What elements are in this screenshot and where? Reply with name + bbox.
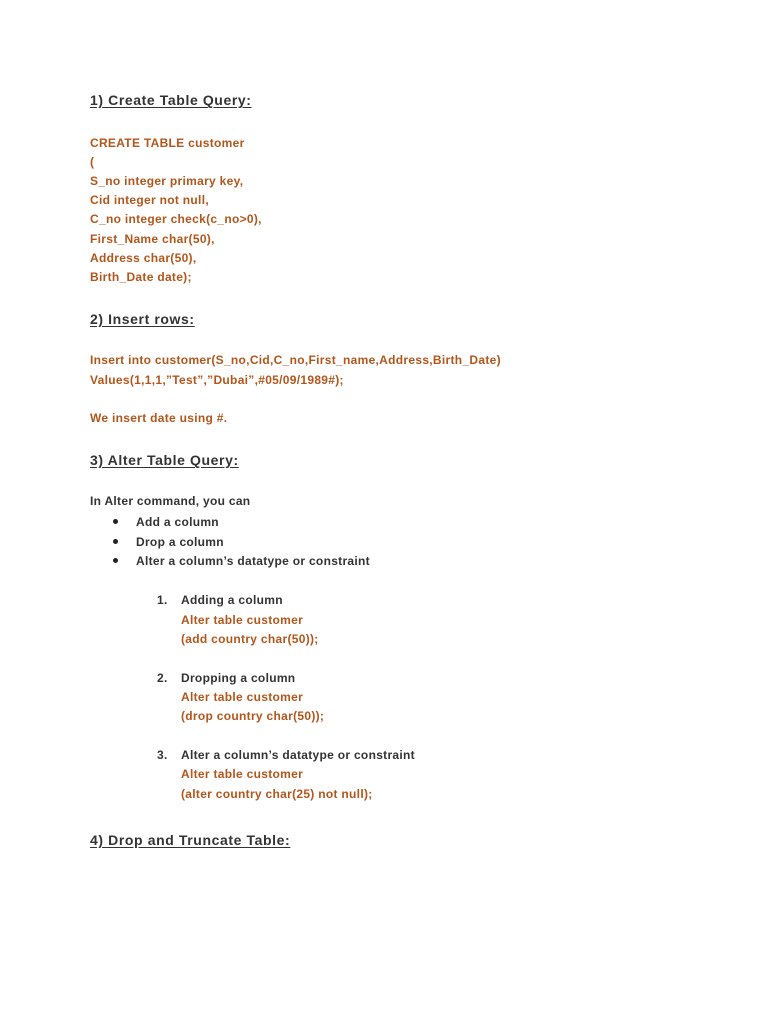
code-line: Values(1,1,1,”Test”,”Dubai”,#05/09/1989#); xyxy=(90,373,344,387)
code-line: Insert into customer(S_no,Cid,C_no,First_name,Address,Birth_Date) xyxy=(90,353,501,367)
code-line: S_no integer primary key, xyxy=(90,174,244,188)
bullet-dot xyxy=(113,558,118,563)
bullet-item: Drop a column xyxy=(136,535,224,549)
code-line: ( xyxy=(90,155,95,169)
code-line: CREATE TABLE customer xyxy=(90,136,245,150)
step-code-line: (alter country char(25) not null); xyxy=(181,787,373,801)
bullet-dot xyxy=(113,519,118,524)
step-code-line: Alter table customer xyxy=(181,690,304,704)
bullet-item: Alter a column’s datatype or constraint xyxy=(136,554,370,568)
code-line: Birth_Date date); xyxy=(90,270,192,284)
step-number: 2. xyxy=(157,671,168,685)
step-code-line: Alter table customer xyxy=(181,767,304,781)
section-heading-drop-truncate: 4) Drop and Truncate Table: xyxy=(90,832,291,848)
insert-date-note: We insert date using #. xyxy=(90,411,228,425)
code-line: Cid integer not null, xyxy=(90,193,209,207)
section-heading-insert-rows: 2) Insert rows: xyxy=(90,311,195,327)
code-line: C_no integer check(c_no>0), xyxy=(90,212,262,226)
code-line: First_Name char(50), xyxy=(90,232,215,246)
step-number: 3. xyxy=(157,748,168,762)
step-title: Alter a column’s datatype or constraint xyxy=(181,748,415,762)
step-code-line: (add country char(50)); xyxy=(181,632,319,646)
alter-intro-text: In Alter command, you can xyxy=(90,494,251,508)
bullet-item: Add a column xyxy=(136,515,219,529)
step-code-line: Alter table customer xyxy=(181,613,304,627)
step-code-line: (drop country char(50)); xyxy=(181,709,325,723)
step-title: Adding a column xyxy=(181,593,283,607)
section-heading-alter-table: 3) Alter Table Query: xyxy=(90,452,239,468)
code-line: Address char(50), xyxy=(90,251,197,265)
section-heading-create-table: 1) Create Table Query: xyxy=(90,92,252,108)
step-number: 1. xyxy=(157,593,168,607)
bullet-dot xyxy=(113,539,118,544)
step-title: Dropping a column xyxy=(181,671,296,685)
